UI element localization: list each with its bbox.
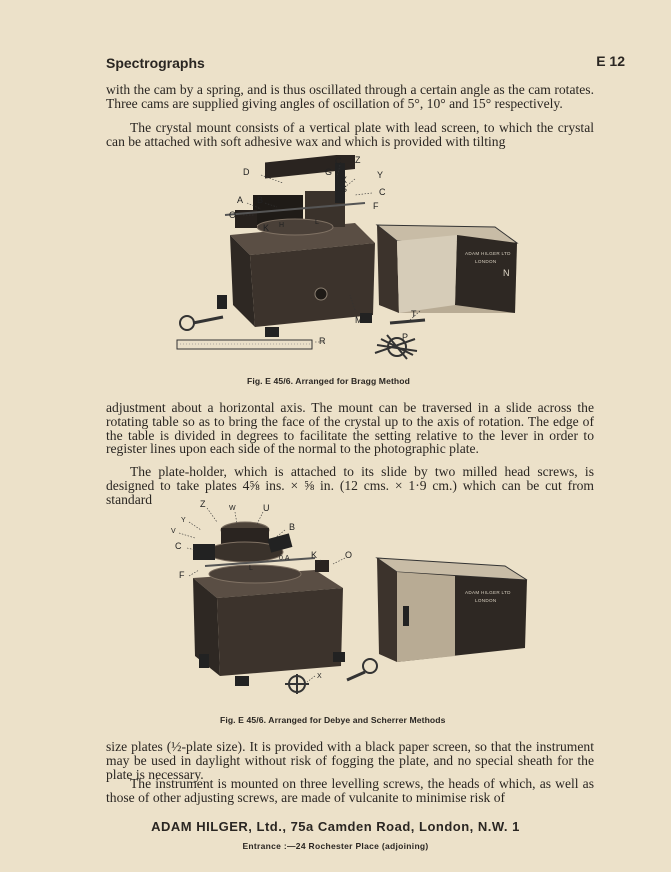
label-t: T xyxy=(411,309,417,319)
figure-2-caption: Fig. E 45/6. Arranged for Debye and Scherrer Methods xyxy=(220,715,446,725)
paragraph-1: with the cam by a spring, and is thus oscillated through a certain angle as the cam rotates. Three cams are supplied giving angles of oscillation of 5°, 10° and 15° respectively. xyxy=(106,82,594,111)
cams-p xyxy=(375,320,425,359)
label-k: K xyxy=(263,223,270,233)
label-m: M xyxy=(355,315,363,325)
instrument-base-box xyxy=(193,570,343,676)
label-f: F xyxy=(179,570,185,580)
maker-stamp-line1: ADAM HILGER LTD xyxy=(465,251,511,256)
label-y: Y xyxy=(181,517,186,524)
label-b: B xyxy=(289,522,296,532)
label-x: X xyxy=(317,673,322,680)
label-c-right: C xyxy=(379,187,386,197)
maker-stamp-line1: ADAM HILGER LTD xyxy=(465,590,511,595)
label-l: L xyxy=(249,565,253,572)
label-v: V xyxy=(171,528,176,535)
publisher-address: ADAM HILGER, Ltd., 75a Camden Road, London, N.W. 1 xyxy=(151,819,520,834)
label-x: X xyxy=(341,175,348,185)
label-l: L xyxy=(315,219,319,226)
maker-stamp-line2: LONDON xyxy=(475,598,497,603)
label-y: Y xyxy=(377,170,384,180)
paragraph-5: size plates (½-plate size). It is provided with a black paper screen, so that the instrument may be used in daylight without risk of fogging the plate, and no special sheath for the plate is necessary. xyxy=(106,739,594,782)
ruler-r xyxy=(177,340,312,349)
figure-1-caption: Fig. E 45/6. Arranged for Bragg Method xyxy=(247,376,410,386)
label-u: U xyxy=(263,503,270,513)
instrument-base-box xyxy=(230,223,375,327)
entrance-note: Entrance :—24 Rochester Place (adjoining) xyxy=(242,841,429,851)
label-b: B xyxy=(257,195,264,205)
key-tool xyxy=(180,316,223,330)
paragraph-3: adjustment about a horizontal axis. The mount can be traversed in a slide across the rotating table so as to bring the face of the crystal up to the axis of rotation. The edge of the table is divided in degrees to facilitate the setting relative to the lever in order to register lines upon each side of the normal to the photographic plate. xyxy=(106,400,594,457)
label-a: A xyxy=(237,195,244,205)
label-n: N xyxy=(503,268,510,278)
label-o: O xyxy=(229,210,237,220)
paragraph-2: The crystal mount consists of a vertical plate with lead screen, to which the crystal can be attached with soft adhesive wax and which is provided with tilting xyxy=(106,120,594,149)
page-number: E 12 xyxy=(596,53,625,69)
paragraph-4: The plate-holder, which is attached to its slide by two milled head screws, is designed to take plates 4⅝ ins. × ⅝ in. (12 cms. × 1·9 cm.) which can be cut from standard xyxy=(106,464,594,507)
label-h: H xyxy=(279,222,285,229)
cover-box-n xyxy=(377,225,517,313)
label-d: D xyxy=(243,167,250,177)
label-r: R xyxy=(319,336,326,346)
label-z: Z xyxy=(355,155,361,165)
label-g: G xyxy=(325,167,333,177)
label-k: K xyxy=(311,550,318,560)
figure-bragg-photo xyxy=(165,155,535,365)
label-w: W xyxy=(229,505,236,512)
label-c: C xyxy=(175,541,182,551)
paragraph-6: The instrument is mounted on three levelling screws, the heads of which, as well as those of other adjusting screws, are made of vulcanite to minimise risk of xyxy=(106,776,594,805)
label-p: P xyxy=(402,332,409,342)
label-f: F xyxy=(373,201,379,211)
figure-debye-scherrer-photo xyxy=(165,498,535,708)
cover-box xyxy=(377,558,527,662)
label-s: S xyxy=(341,184,348,194)
label-c-upper: C xyxy=(335,156,342,166)
label-o: O xyxy=(345,550,353,560)
label-z: Z xyxy=(200,499,206,509)
label-0a: 0.A xyxy=(279,555,290,562)
running-head: Spectrographs xyxy=(106,55,205,71)
maker-stamp-line2: LONDON xyxy=(475,259,497,264)
